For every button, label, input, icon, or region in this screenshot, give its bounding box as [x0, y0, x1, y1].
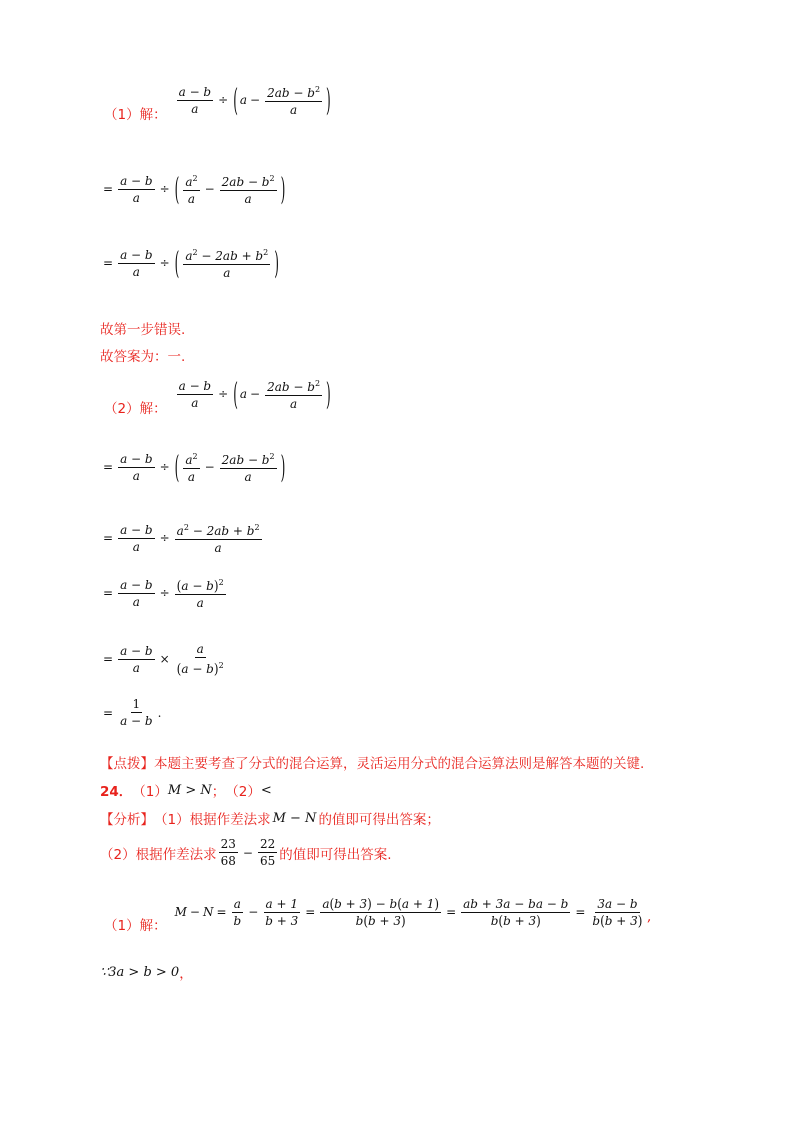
part2-step4: = $\frac{a - b}{a}$ ÷ $\frac{(a - b)^2}{a}$ — [103, 577, 224, 610]
solution24-because — [100, 962, 193, 982]
tip-text: 本题主要考查了分式的混合运算，灵活运用分式的混合运算法则是解答本题的关键. — [154, 756, 645, 772]
part1-step3: = $\frac{a - b}{a}$ ÷ ( $\frac{a^2 - 2ab + b^2}{a}$ ) — [103, 244, 279, 282]
analysis-line2 — [100, 837, 392, 868]
q24-answer-line — [100, 780, 272, 800]
math-expression: $\frac{a - b}{a}$ ÷ ( a − $\frac{2ab - b^2}{a}$ ) — [178, 375, 331, 413]
part1-note-answer: 故答案为：一. — [100, 349, 186, 365]
part2-label: （2）解： — [104, 401, 167, 417]
analysis-tag: 【分析】 — [100, 812, 154, 828]
q24-number: 24． — [100, 784, 133, 800]
q24-answer2: < — [260, 782, 272, 798]
analysis-expression: M − N — [272, 810, 317, 826]
analysis-text: 的值即可得出答案. — [279, 846, 392, 863]
part1-note-error: 故第一步错误. — [100, 322, 186, 338]
math-expression: $\frac{a - b}{a}$ ÷ ( a − $\frac{2ab - b^2}{a}$ ) — [178, 81, 331, 119]
q24-answer1: M > N — [167, 782, 212, 798]
analysis-text: （2）根据作差法求 — [100, 846, 217, 863]
because-comma: ， — [179, 966, 193, 982]
q24-part2-label: （2） — [225, 784, 261, 800]
solution24-line1 — [104, 890, 652, 934]
part1-label: （1）解： — [104, 107, 167, 123]
part2-step2: = $\frac{a - b}{a}$ ÷ ( $\frac{a^2}{a}$ − $\frac{2ab - b^2}{a}$ ) — [103, 448, 286, 486]
part1-line1 — [104, 81, 333, 123]
tip-tag: 【点拨】 — [100, 756, 154, 772]
q24-part1-label: （1） — [132, 784, 168, 800]
math-expression: $\frac{23}{68}$ − $\frac{22}{65}$ — [220, 837, 276, 868]
part2-result: = $\frac{1}{a - b}$ . — [103, 697, 162, 728]
part2-line1 — [104, 375, 333, 417]
analysis-text: （1）根据作差法求 — [154, 812, 271, 828]
tip-line — [100, 752, 644, 772]
math-expression: M − N = $\frac{a}{b}$ − $\frac{a + 1}{b + 3}$ = $\frac{a(b + 3) - b(a + 1)}{b(b + 3)}$ = $\frac{ab + 3a - ba - b}{b(b + 3)}$ = $\frac{3a - b}{b(b + 3)}$ , — [174, 895, 652, 929]
part1-step2: = $\frac{a - b}{a}$ ÷ ( $\frac{a^2}{a}$ − $\frac{2ab - b^2}{a}$ ) — [103, 170, 286, 208]
analysis-line1 — [100, 808, 440, 828]
q24-separator: ； — [211, 784, 226, 800]
analysis-text: 的值即可得出答案； — [318, 812, 440, 828]
part2-step3: = $\frac{a - b}{a}$ ÷ $\frac{a^2 - 2ab + b^2}{a}$ — [103, 522, 260, 555]
solution24-label: （1）解： — [104, 918, 167, 934]
because-statement: ∵3a > b > 0 — [100, 964, 180, 980]
part2-step5: = $\frac{a - b}{a}$ × $\frac{a}{(a - b)^2}$ — [103, 642, 224, 678]
